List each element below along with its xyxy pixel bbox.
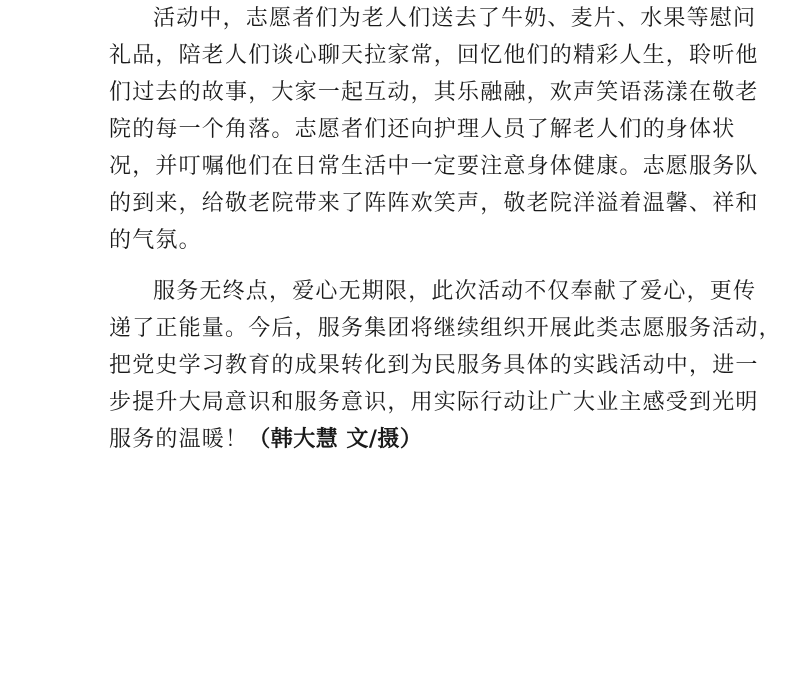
paragraph-1-line-5: 况，并叮嘱他们在日常生活中一定要注意身体健康。志愿服务队 bbox=[109, 154, 759, 179]
paragraph-2-line-2: 递了正能量。今后，服务集团将继续组织开展此类志愿服务活动， bbox=[109, 316, 782, 341]
paragraph-1-line-2: 礼品，陪老人们谈心聊天拉家常，回忆他们的精彩人生，聆听他 bbox=[109, 43, 759, 68]
paragraph-1-line-1: 活动中，志愿者们为老人们送去了牛奶、麦片、水果等慰问 bbox=[153, 6, 757, 31]
paragraph-1-line-3: 们过去的故事，大家一起互动，其乐融融，欢声笑语荡漾在敬老 bbox=[109, 80, 759, 105]
paragraph-2-line-3: 把党史学习教育的成果转化到为民服务具体的实践活动中，进一 bbox=[109, 353, 759, 378]
paragraph-2-line-5 bbox=[109, 423, 422, 457]
paragraph-1-line-7: 的气氛。 bbox=[109, 228, 202, 253]
paragraph-1-line-4: 院的每一个角落。志愿者们还向护理人员了解老人们的身体状 bbox=[109, 117, 736, 142]
paragraph-1-line-6: 的到来，给敬老院带来了阵阵欢笑声，敬老院洋溢着温馨、祥和 bbox=[109, 191, 759, 216]
paragraph-2-line-1: 服务无终点，爱心无期限，此次活动不仅奉献了爱心，更传 bbox=[153, 279, 757, 304]
author-byline: （韩大慧 文/摄） bbox=[248, 427, 423, 452]
closing-sentence: 服务的温暖！ bbox=[109, 427, 249, 452]
paragraph-2-line-4: 步提升大局意识和服务意识，用实际行动让广大业主感受到光明 bbox=[109, 390, 759, 415]
